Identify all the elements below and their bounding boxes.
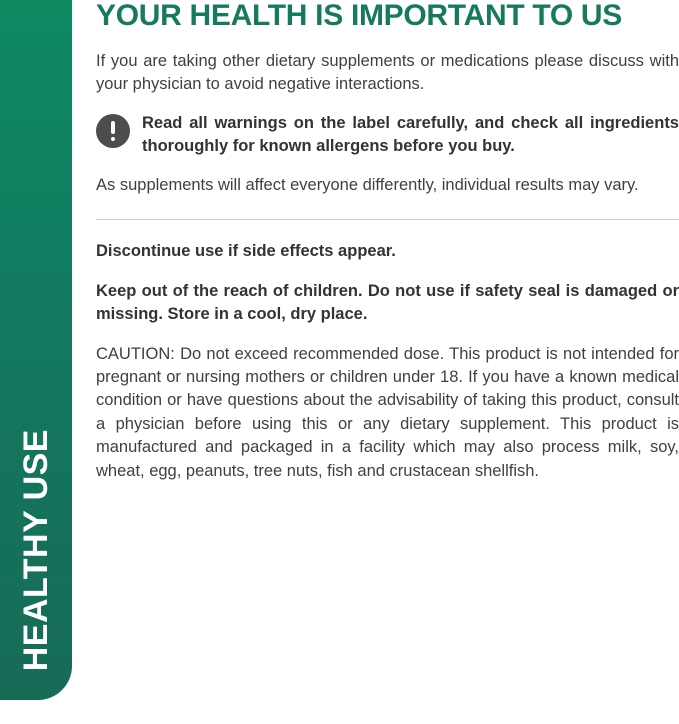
warning-callout xyxy=(96,112,679,158)
intro-paragraph: If you are taking other dietary supplements or medications please discuss with your physician to avoid negative interactions. xyxy=(96,51,679,93)
results-paragraph: As supplements will affect everyone differently, individual results may vary. xyxy=(96,175,639,194)
content-column xyxy=(96,0,679,483)
side-tab-healthy-use xyxy=(0,0,72,700)
side-tab-label: HEALTHY USE xyxy=(17,428,55,671)
warning-callout-text: Read all warnings on the label carefully, and check all ingredients thoroughly for known allergens before you buy. xyxy=(142,114,679,156)
safety-notice: Keep out of the reach of children. Do not use if safety seal is damaged or missing. Store in a cool, dry place. xyxy=(96,281,679,324)
caution-paragraph: CAUTION: Do not exceed recommended dose. This product is not intended for pregnant or nursing mothers or children under 18. If you have a known medical condition or have questions about the advisability of taking this product, consult a physician before using this or any dietary supplement. This product is manufactured and packaged in a facility which may also process milk, soy, wheat, egg, peanuts, tree nuts, fish and crustacean shellfish. xyxy=(96,344,679,480)
page-title: YOUR HEALTH IS IMPORTANT TO US xyxy=(96,0,623,32)
discontinue-notice: Discontinue use if side effects appear. xyxy=(96,242,396,261)
section-divider xyxy=(96,219,679,220)
exclamation-circle-icon xyxy=(96,114,130,148)
side-tab-label-wrapper xyxy=(0,429,72,676)
